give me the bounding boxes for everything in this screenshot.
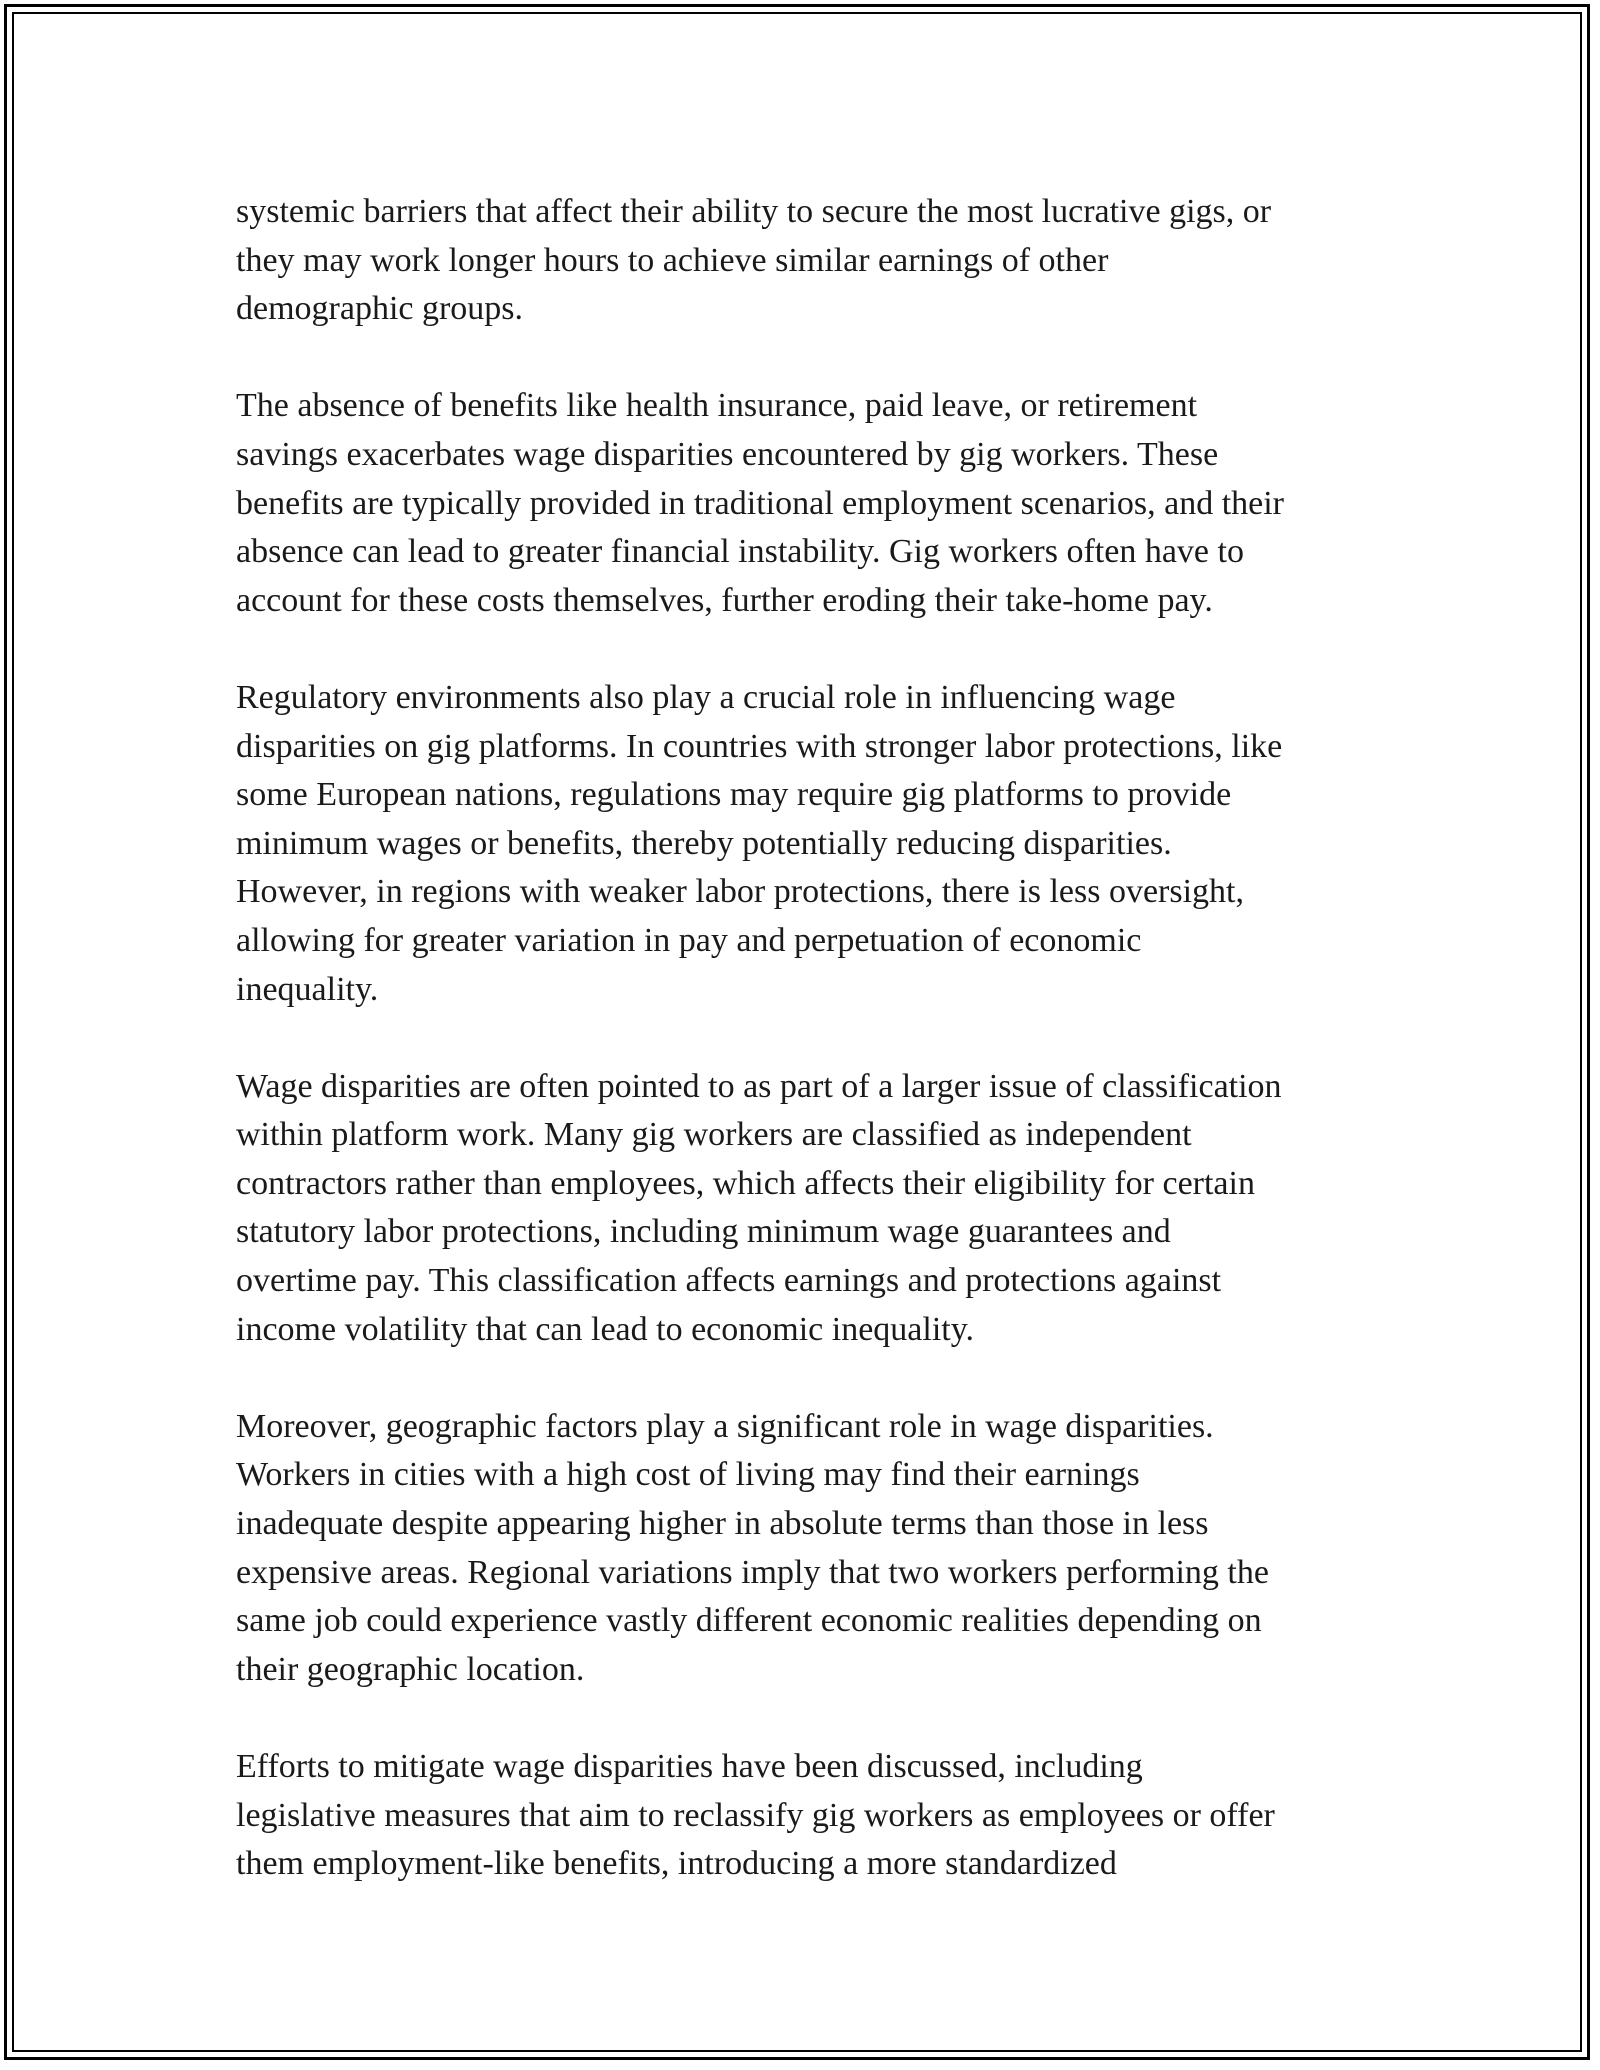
paragraph-1: systemic barriers that affect their ability to secure the most lucrative gigs, or they may work longer hours to achieve similar earnings of other demographic groups. [236, 193, 1272, 328]
paragraph-3: Regulatory environments also play a crucial role in influencing wage disparities on gig platforms. In countries with stronger labor protections, like some European nations, regulations may require gig platforms to provide minimum wages or benefits, thereby potentially reducing disparities. However, in regions with weaker labor protections, there is less oversight, allowing for greater variation in pay and perpetuation of economic inequality. [236, 678, 1283, 1008]
paragraph-2: The absence of benefits like health insurance, paid leave, or retirement savings exacerbates wage disparities encountered by gig workers. These benefits are typically provided in traditional employment scenarios, and their absence can lead to greater financial instability. Gig workers often have to account for these costs themselves, further eroding their take-home pay. [236, 387, 1285, 619]
document-body [236, 188, 1396, 1937]
paragraph-5: Moreover, geographic factors play a significant role in wage disparities. Workers in cities with a high cost of living may find their earnings inadequate despite appearing higher in absolute terms than those in less expensive areas. Regional variations imply that two workers performing the same job could experience vastly different economic realities depending on their geographic location. [236, 1407, 1269, 1688]
paragraph-6: Efforts to mitigate wage disparities have been discussed, including legislative measures that aim to reclassify gig workers as employees or offer them employment-like benefits, introducing a more standardized [236, 1748, 1275, 1883]
paragraph-4: Wage disparities are often pointed to as part of a larger issue of classification within platform work. Many gig workers are classified as independent contractors rather than employees, which affects their eligibility for certain statutory labor protections, including minimum wage guarantees and overtime pay. This classification affects earnings and protections against income volatility that can lead to economic inequality. [236, 1067, 1282, 1348]
